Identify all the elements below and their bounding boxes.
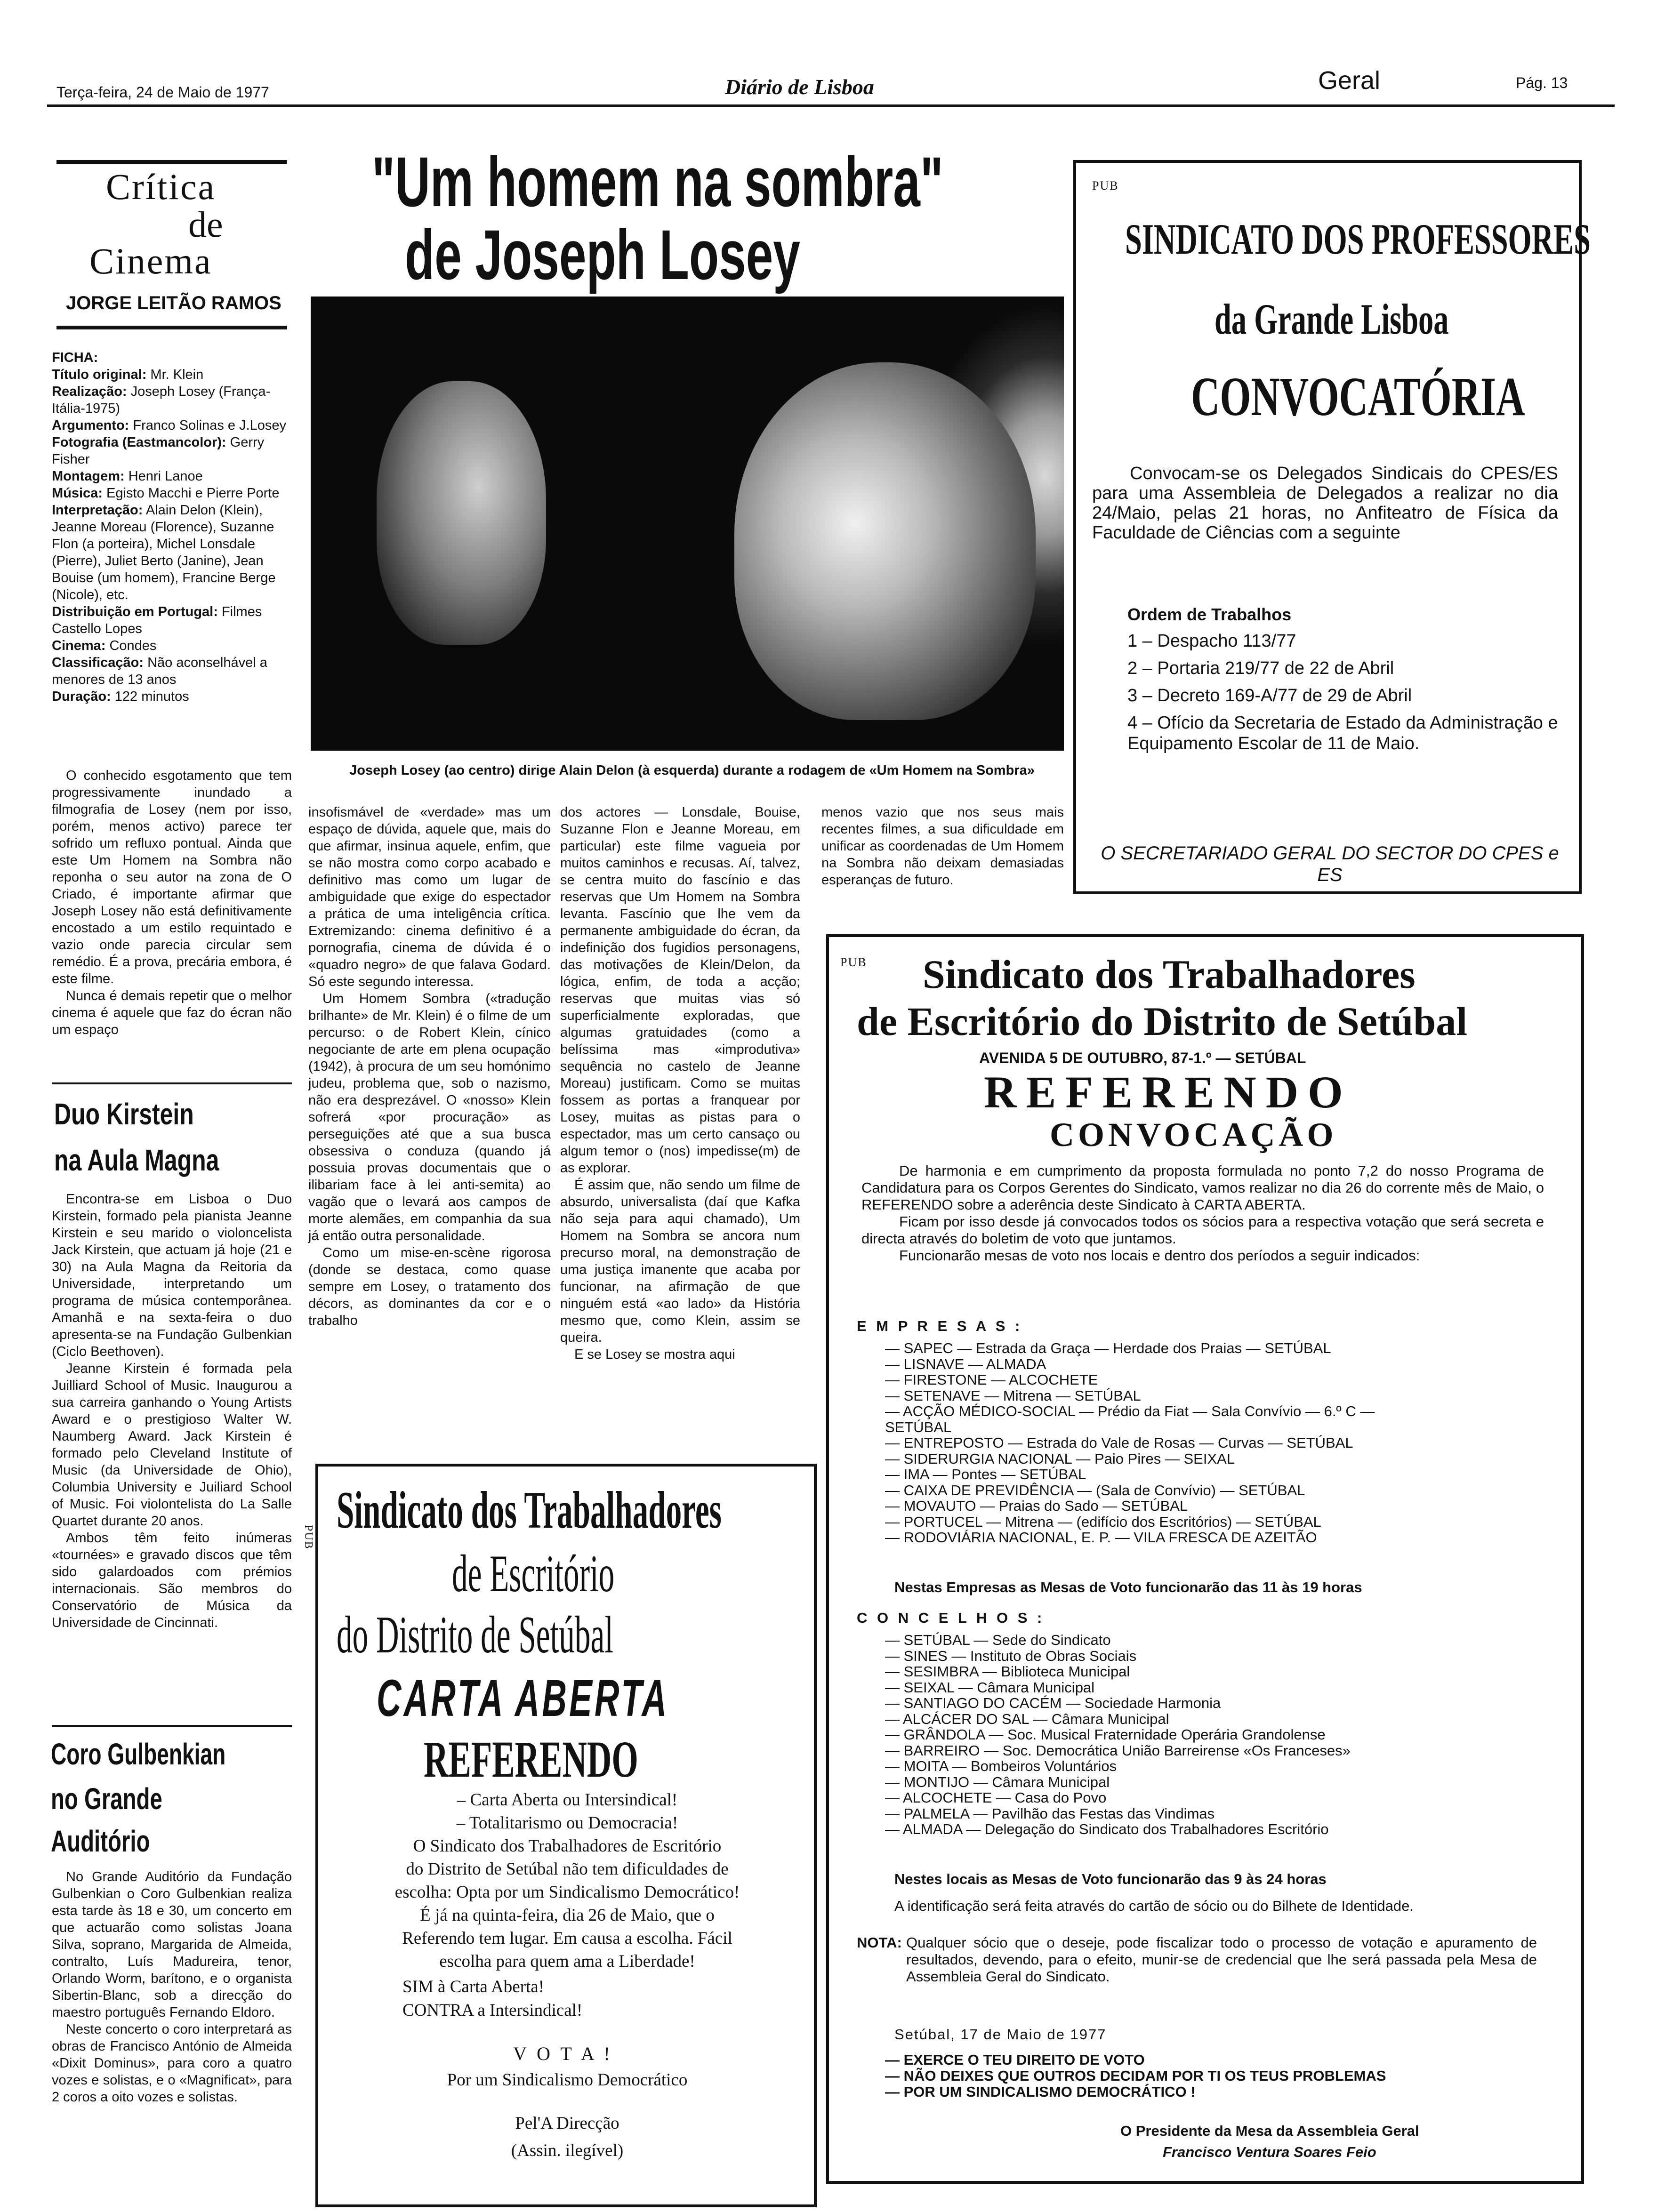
concelho-item: — ALCOCHETE — Casa do Povo [885,1789,1107,1806]
ad-setubal-pub-label: PUB [840,955,867,969]
photo-figure-center [734,362,1036,720]
slogan-item: — POR UM SINDICALISMO DEMOCRÁTICO ! [885,2084,1196,2100]
ad-setubal-sign-2: Francisco Ventura Soares Feio [1163,2144,1376,2160]
ficha-label: Fotografia (Eastmancolor): [52,435,226,450]
ad-carta-assin: (Assin. ilegível) [511,2141,624,2160]
ficha-value: 122 minutos [111,689,189,704]
ad-setubal-nota-label: NOTA: [857,1934,902,1951]
film-photo [311,297,1064,751]
ad-setubal-p3: Funcionarão mesas de voto nos locais e dentro dos períodos a seguir indicados: [899,1247,1420,1264]
concelho-item: — MONTIJO — Câmara Municipal [885,1773,1110,1790]
ficha-line [52,434,292,468]
concelho-item: — GRÂNDOLA — Soc. Musical Fraternidade Operária Grandolense [885,1726,1326,1743]
duo-title-2: na Aula Magna [54,1143,219,1177]
empresa-item: — ACÇÃO MÉDICO-SOCIAL — Prédio da Fiat — Sala Convívio — 6.º C — [885,1403,1375,1419]
carta-line: escolha para quem ama a Liberdade! [439,1952,695,1971]
coro-text-2: Neste concerto o coro interpretará as obras de Francisco António de Almeida «Dixit Dominus», para coro a quatro vozes e solistas, e o «Magnificat», para 2 coros a oito vozes e solistas. [52,2022,292,2105]
empresa-item: — LISNAVE — ALMADA [885,1355,1046,1372]
ficha-label: Duração: [52,689,111,704]
empresa-item: — SIDERURGIA NACIONAL — Paio Pires — SEIXAL [885,1450,1235,1467]
ficha-label: Música: [52,486,103,501]
article-col3-p1: menos vazio que nos seus mais recentes filmes, a sua dificuldade em unificar as coordenadas de Um Homem na Sombra não deixam demasiadas esperanças de futuro. [821,805,1064,888]
article-column-1 [308,804,551,1329]
ordem-item: 1 – Despacho 113/77 [1127,631,1296,651]
section-name: Geral [1318,66,1381,95]
critic-title-1: Crítica [106,166,216,207]
article-column-3 [821,804,1064,889]
ficha-label: Título original: [52,367,147,382]
ficha-line [52,417,292,434]
concelho-item: — ALCÁCER DO SAL — Câmara Municipal [885,1710,1169,1727]
ad-carta-title-3: do Distrito de Setúbal [337,1606,613,1664]
photo-figure-left [377,381,546,645]
carta-line: O Sindicato dos Trabalhadores de Escritório [413,1836,722,1856]
photo-caption: Joseph Losey (ao centro) dirige Alain Delon (à esquerda) durante a rodagem de «Um Homem na Sombra» [349,763,1035,778]
ad-setubal-p2: Ficam por isso desde já convocados todos os sócios para a respectiva votação que será secreta e directa através do boletim de voto que juntamos. [861,1213,1544,1247]
coro-title-3: Auditório [51,1824,150,1858]
ad-professores-title-1: SINDICATO DOS PROFESSORES [1125,215,1591,263]
page-number: Pág. 13 [1516,74,1568,91]
ad-setubal-address: AVENIDA 5 DE OUTUBRO, 87-1.º — SETÚBAL [979,1050,1306,1066]
empresa-item: SETÚBAL [885,1419,952,1435]
ficha-line [52,485,292,502]
ficha-label: Distribuição em Portugal: [52,604,218,619]
empresa-item: — FIRESTONE — ALCOCHETE [885,1371,1098,1388]
ficha-block [52,349,292,705]
ad-carta-title-1: Sindicato dos Trabalhadores [337,1481,722,1539]
coro-title-2: no Grande [51,1782,162,1816]
header-rule [47,104,1615,107]
ad-setubal-convocacao: CONVOCAÇÃO [1050,1116,1337,1154]
ficha-label: Interpretação: [52,503,143,518]
ad-setubal-concelhos-label: C O N C E L H O S : [857,1610,1045,1626]
ad-professores-body: Convocam-se os Delegados Sindicais do CPES/ES para uma Assembleia de Delegados a realizar no dia 24/Maio, pelas 21 horas, no Anfiteatro de Física da Faculdade de Ciências com a seguinte [1092,464,1558,543]
ficha-value: Mr. Klein [146,367,204,382]
ad-carta-sim: SIM à Carta Aberta! [402,1977,545,1996]
ad-professores-sign: O SECRETARIADO GERAL DO SECTOR DO CPES e ES [1101,843,1559,885]
ad-setubal-concelhos-list [885,1632,1351,1837]
header-date: Terça-feira, 24 de Maio de 1977 [56,84,269,101]
ordem-item: 3 – Decreto 169-A/77 de 29 de Abril [1127,686,1412,705]
ad-setubal-title-1: Sindicato dos Trabalhadores [923,952,1416,997]
concelho-item: — SETÚBAL — Sede do Sindicato [885,1632,1111,1648]
carta-line: – Totalitarismo ou Democracia! [456,1813,678,1833]
ad-carta-direccao: Pel'A Direcção [515,2114,619,2133]
ad-carta-contra: CONTRA a Intersindical! [402,2001,583,2020]
ficha-value: Condes [105,638,157,653]
empresa-item: — IMA — Pontes — SETÚBAL [885,1466,1086,1483]
article-col2-p3: E se Losey se mostra aqui [574,1347,735,1362]
ad-setubal-empresas-label: E M P R E S A S : [857,1318,1023,1334]
ad-setubal-p1: De harmonia e em cumprimento da proposta formulada no ponto 7,2 do nosso Programa de Candidatura para os Corpos Gerentes do Sindicato, vamos realizar no dia 26 do corrente mês de Maio, o REFERENDO sobre a aderência deste Sindicato à CARTA ABERTA. [861,1162,1544,1213]
ficha-line [52,603,292,637]
carta-line: do Distrito de Setúbal não tem dificuldades de [406,1859,729,1879]
ficha-line [52,349,292,366]
concelho-item: — BARREIRO — Soc. Democrática União Barreirense «Os Franceses» [885,1742,1351,1759]
critic-author: JORGE LEITÃO RAMOS [66,293,282,313]
coro-title-1: Coro Gulbenkian [51,1737,226,1771]
slogan-item: — NÃO DEIXES QUE OUTROS DECIDAM POR TI OS TEUS PROBLEMAS [885,2068,1386,2084]
ficha-value: Gerry Fisher [52,435,265,467]
ficha-label: Cinema: [52,638,106,653]
ad-professores-ordem: Ordem de Trabalhos [1127,605,1292,624]
ficha-label: Montagem: [52,469,125,484]
concelho-item: — MOITA — Bombeiros Voluntários [885,1758,1117,1774]
critic-intro-rule [52,1082,292,1084]
duo-text: Encontra-se em Lisboa o Duo Kirstein, formado pela pianista Jeanne Kirstein e seu marido o violoncelista Jack Kirstein, que actuam já hoje (21 e 30) na Aula Magna da Reitoria da Universidade, interpretando um programa de música contemporânea. Amanhã e na sexta-feira o duo apresenta-se na Fundação Gulbenkian (Ciclo Beethoven). [52,1192,292,1359]
ficha-line [52,502,292,603]
ad-professores-pub-label: PUB [1092,179,1119,192]
concelho-item: — SEIXAL — Câmara Municipal [885,1679,1095,1696]
ad-carta-pub-label: PUB [302,1525,314,1550]
article-col2-p1: dos actores — Lonsdale, Bouise, Suzanne Flon e Jeanne Moreau, em particular) este filme vagueia por muitos caminhos e recusas. Aí, talvez, se centra muito do fascínio e das reservas que Um Homem na Sombra levanta. Fascínio que lhe vem da permanente ambiguidade do écran, da indefinição dos fugidios personagens, das motivações de Klein/Delon, da lógica, enfim, de toda a acção; reservas que muitas vias só superficialmente exploradas, que algumas gratuidades (como a belíssima mas «improdutiva» sequência no castelo de Jeanne Moreau) justificam. Como se muitas fossem as portas a franquear por Losey, muitas as pistas para o espectador, mas um certo cansaço ou algum temor o (nos) impedisse(m) de as explorar. [560,805,800,1176]
critic-bottom-rule [56,326,287,329]
ficha-value: Egisto Macchi e Pierre Porte [102,486,280,501]
empresa-item: — MOVAUTO — Praias do Sado — SETÚBAL [885,1498,1188,1514]
coro-column [52,1868,292,2106]
empresa-item: — PORTUCEL — Mitrena — (edifício dos Escritórios) — SETÚBAL [885,1513,1321,1530]
concelho-item: — SANTIAGO DO CACÉM — Sociedade Harmonia [885,1695,1221,1711]
critic-top-rule [56,160,287,164]
ad-setubal-empresas-note: Nestas Empresas as Mesas de Voto funcionarão das 11 às 19 horas [894,1579,1362,1595]
ad-professores-title-3: CONVOCATÓRIA [1191,366,1525,427]
ficha-label: Realização: [52,384,127,399]
ficha-value: Alain Delon (Klein), Jeanne Moreau (Florence), Suzanne Flon (a porteira), Michel Lonsdale (Pierre), Juliet Berto (Janine), Jean Bouise (um homem), Francine Berge (Nicole), etc. [52,503,276,602]
duo-column [52,1191,292,1631]
headline-line-1: "Um homem na sombra" [372,142,943,221]
empresa-item: — SAPEC — Estrada da Graça — Herdade dos Praias — SETÚBAL [885,1340,1331,1356]
ficha-line [52,688,292,705]
coro-top-rule [52,1725,292,1727]
duo-title-1: Duo Kirstein [54,1097,194,1131]
article-col1-p3: Como um mise-en-scène rigorosa (donde se destaca, como quase sempre em Losey, o tratamento dos décors, as dominantes da cor e o trabalho [308,1245,551,1328]
carta-line: escolha: Opta por um Sindicalismo Democrático! [394,1883,740,1902]
ad-setubal-referendo: REFERENDO [984,1067,1352,1117]
duo-text-3: Ambos têm feito inúmeras «tournées» e gravado discos que têm sido galardoados com prémios internacionais. São membros do Conservatório de Música da Universidade de Cincinnati. [52,1531,292,1630]
carta-line: Referendo tem lugar. Em causa a escolha. Fácil [402,1929,732,1948]
ficha-value: Franco Solinas e J.Losey [129,418,286,433]
critic-intro-2: Nunca é demais repetir que o melhor cinema é aquele que faz do écran não um espaço [52,988,292,1037]
empresa-item: — SETENAVE — Mitrena — SETÚBAL [885,1387,1141,1404]
ad-setubal-date: Setúbal, 17 de Maio de 1977 [894,2026,1107,2043]
concelho-item: — ALMADA — Delegação do Sindicato dos Trabalhadores Escritório [885,1821,1329,1837]
ad-setubal-title-2: de Escritório do Distrito de Setúbal [857,999,1468,1044]
headline-line-2: de Joseph Losey [405,215,800,294]
slogan-item: — EXERCE O TEU DIREITO DE VOTO [885,2052,1145,2068]
ad-professores-title-2: da Grande Lisboa [1215,295,1449,343]
newspaper-title: Diário de Lisboa [725,75,874,99]
article-col1-p2: Um Homem Sombra («tradução brilhante» de Mr. Klein) é o filme de um percurso: o de Robert Klein, cínico negociante de arte em plena ocupação (1942), à procura de um seu homónimo judeu, problema que, sob o nazismo, não era desprezável. O «nosso» Klein sofrerá «por procuração» as perseguições até que a sua busca obsessiva o conduza (quando já possuia provas documentais que o ilibariam face à lei anti-semita) ao vagão que o levará aos campos de morte alemães, em companhia da sua já então outra personalidade. [308,991,551,1243]
concelho-item: — SESIMBRA — Biblioteca Municipal [885,1663,1130,1680]
critic-title-2: de [188,204,223,245]
carta-line: – Carta Aberta ou Intersindical! [457,1790,678,1810]
ficha-line [52,383,292,417]
article-column-2 [560,804,800,1363]
critic-intro: O conhecido esgotamento que tem progressivamente inundado a filmografia de Losey (nem por isso, porém, menos activo) parece ter sofrido um refluxo pontual. Ainda que este Um Homem na Sombra não reponha o seu autor na zona de O Criado, é importante afirmar que Joseph Losey não está definitivamente encostado a um estilo requintado e vazio onde parecia circular sem remédio. É a prova, precária embora, é este filme. [52,768,292,986]
ficha-label: Argumento: [52,418,129,433]
ficha-line [52,654,292,688]
concelho-item: — PALMELA — Pavilhão das Festas das Vindimas [885,1805,1215,1822]
ficha-value: Joseph Losey (França-Itália-1975) [52,384,271,416]
ad-setubal-concelhos-note: Nestes locais as Mesas de Voto funcionarão das 9 às 24 horas [894,1871,1327,1887]
duo-text-2: Jeanne Kirstein é formada pela Juilliard School of Music. Inaugurou a sua carreira ganhando o Young Artists Award e o prestigioso Walter W. Naumberg Award. Jack Kirstein é formado pelo Cleveland Institute of Music (da Universidade de Ohio), Columbia University e Juiliard School of Music. Foi violontelista do La Salle Quartet durante 20 anos. [52,1361,292,1529]
ad-setubal-sign-1: O Presidente da Mesa da Assembleia Geral [1120,2123,1419,2139]
ficha-line [52,637,292,654]
ficha-value: Não aconselhável a menores de 13 anos [52,655,267,687]
ficha-line [52,468,292,485]
concelho-item: — SINES — Instituto de Obras Sociais [885,1647,1137,1664]
ad-carta-lines [334,1788,800,1973]
ordem-item: 4 – Ofício da Secretaria de Estado da Administração e Equipamento Escolar de 11 de Maio. [1127,713,1558,753]
ficha-label: FICHA: [52,350,98,365]
ad-setubal-body [861,1162,1544,1264]
coro-text: No Grande Auditório da Fundação Gulbenkian o Coro Gulbenkian realiza esta tarde às 18 e 30, um concerto em que actuarão como solistas Joana Silva, soprano, Margarida de Almeida, contralto, Luís Madureira, tenor, Orlando Worm, barítono, e o organista Sibertin-Blanc, sob a direcção do maestro português Fernando Eldoro. [52,1869,292,2020]
empresa-item: — ENTREPOSTO — Estrada do Vale de Rosas — Curvas — SETÚBAL [885,1435,1353,1451]
empresa-item: — CAIXA DE PREVIDÊNCIA — (Sala de Convívio) — SETÚBAL [885,1482,1305,1499]
ad-professores-items [1127,631,1565,761]
ficha-value: Henri Lanoe [124,469,203,484]
ad-setubal-ident: A identificação será feita através do cartão de sócio ou do Bilhete de Identidade. [894,1898,1414,1914]
ad-setubal-nota: Qualquer sócio que o deseje, pode fiscalizar todo o processo de votação e apuramento de resultados, devendo, para o efeito, munir-se de credencial que lhe será passada pela Mesa de Assembleia Geral do Sindicato. [906,1934,1537,1985]
critic-intro-column [52,767,292,1038]
carta-line: É já na quinta-feira, dia 26 de Maio, que o [420,1906,715,1925]
ficha-value: Filmes Castello Lopes [52,604,262,636]
article-col2-p2: É assim que, não sendo um filme de absurdo, universalista (daí que Kafka não seja para aqui chamado), Um Homem na Sombra se ancora num precurso moral, na demonstração de uma justiça imanente que acaba por funcionar, na afirmação de que ninguém está «ao lado» da História mesmo que, como Klein, assim se queira. [560,1178,800,1345]
empresa-item: — RODOVIÁRIA NACIONAL, E. P. — VILA FRESCA DE AZEITÃO [885,1529,1317,1546]
ad-carta-vota: V O T A ! [513,2043,613,2064]
ad-setubal-slogans [885,2052,1386,2100]
ordem-item: 2 – Portaria 219/77 de 22 de Abril [1127,658,1394,678]
critic-title-3: Cinema [89,240,212,281]
ad-carta-por: Por um Sindicalismo Democrático [447,2070,688,2090]
ad-carta-title-5: REFERENDO [424,1731,638,1788]
ad-setubal-empresas-list [885,1340,1375,1546]
article-col1-p1: insofismável de «verdade» mas um espaço de dúvida, aquele que, mais do que afirmar, insinua aquele, enfim, que se não mostra como corpo acabado e definitivo mas como um lugar de ambiguidade que exige do espectador a prática de uma inteligência crítica. Extremizando: cinema definitivo é a pornografia, cinema de dúvida é o «quadro negro» de que falava Godard. Só este segundo interessa. [308,805,551,989]
ad-carta-title-2: de Escritório [452,1545,615,1603]
ficha-label: Classificação: [52,655,144,670]
ficha-line [52,366,292,383]
ad-carta-title-4: CARTA ABERTA [377,1669,669,1727]
